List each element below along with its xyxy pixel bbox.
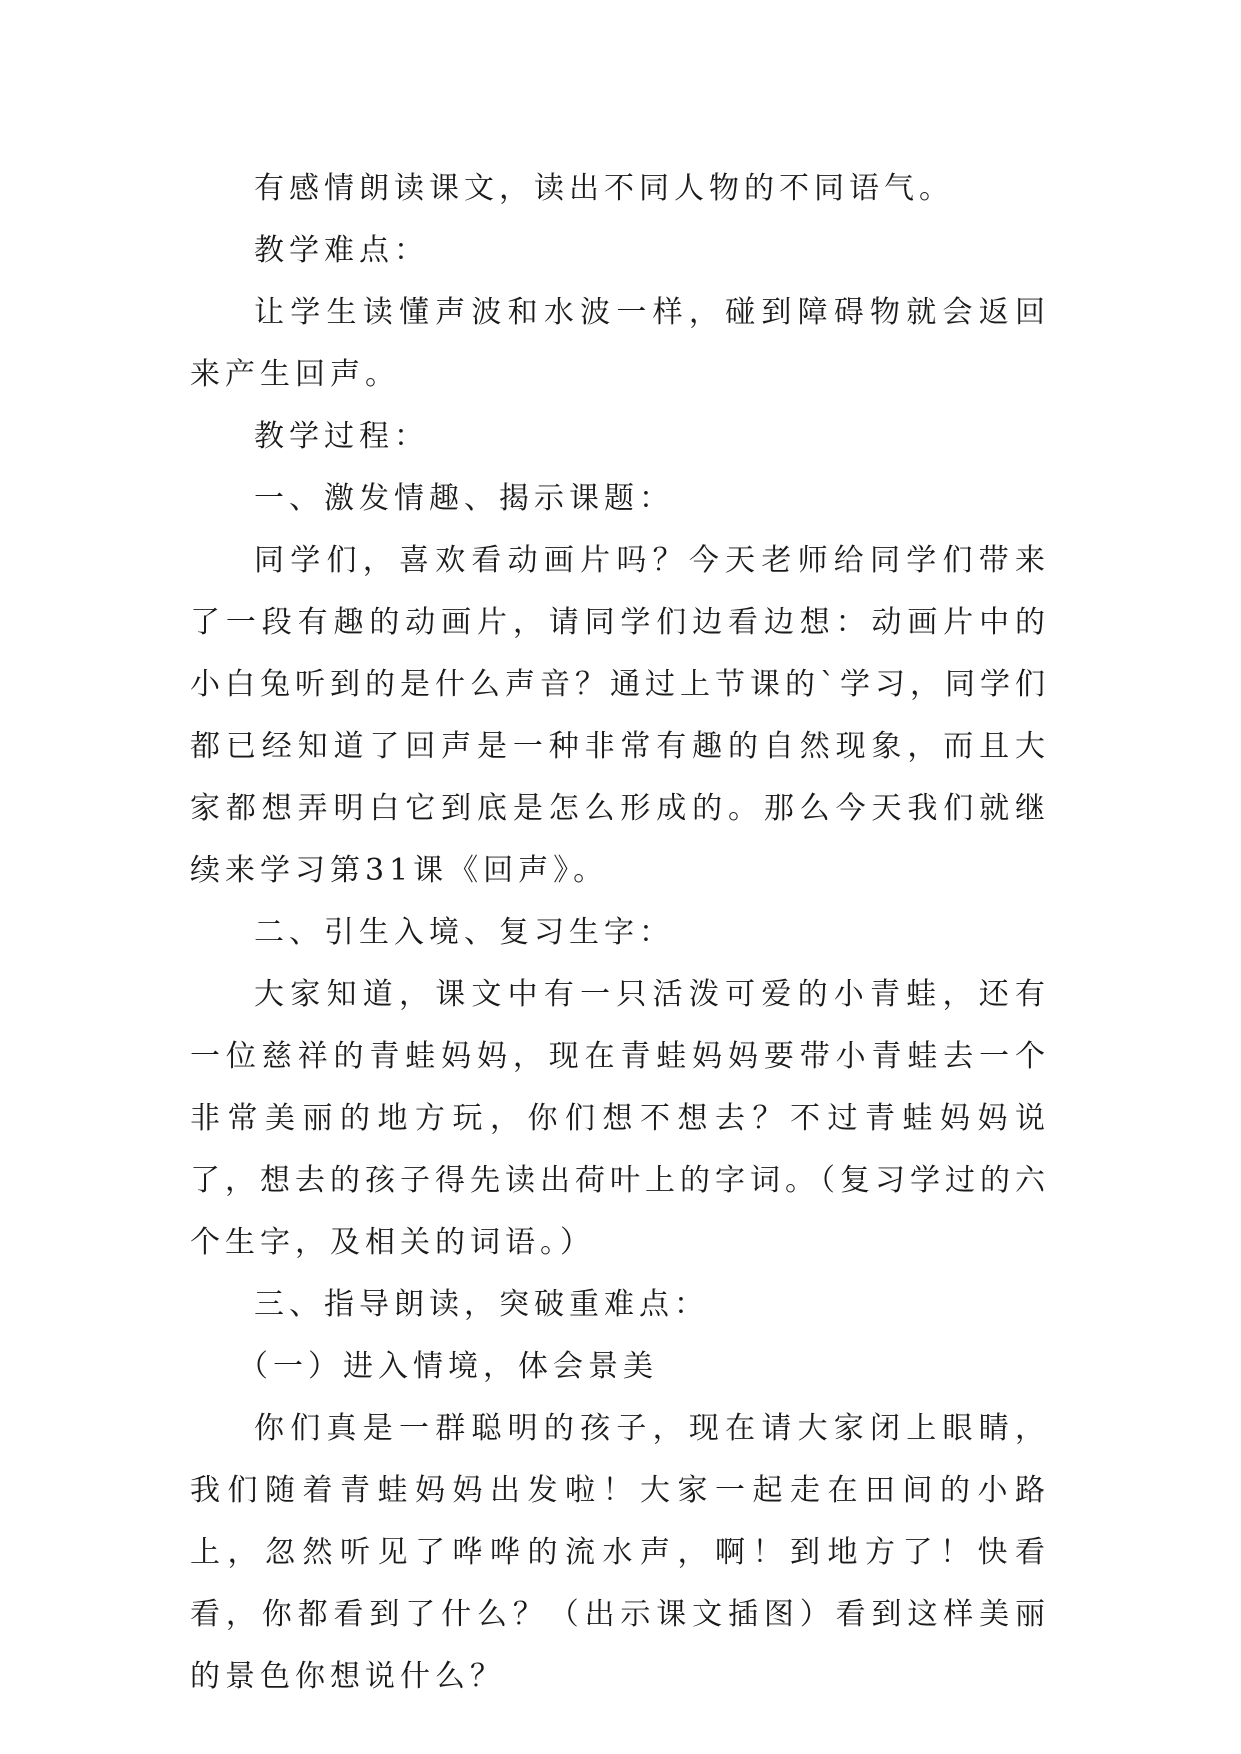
paragraph-step-two-review: 大家知道，课文中有一只活泼可爱的小青蛙，还有一位慈祥的青蛙妈妈，现在青蛙妈妈要带小青蛙去一个非常美丽的地方玩，你们想不想去？不过青蛙妈妈说了，想去的孩子得先读出荷叶上的字词。（复习学过的六个生字，及相关的词语。） bbox=[190, 977, 1050, 1260]
paragraph-scene-detail: 你们真是一群聪明的孩子，现在请大家闭上眼睛，我们随着青蛙妈妈出发啦！大家一起走在田间的小路上，忽然听见了哗哗的流水声，啊！到地方了！快看看，你都看到了什么？（出示课文插图）看到这样美丽的景色你想说什么？ bbox=[190, 1411, 1050, 1694]
paragraph-reading-goal: 有感情朗读课文，读出不同人物的不同语气。 bbox=[254, 171, 954, 206]
heading-teaching-difficulty: 教学难点： bbox=[254, 233, 429, 268]
heading-step-two: 二、引生入境、复习生字： bbox=[254, 915, 674, 950]
subheading-scene: （一）进入情境，体会景美 bbox=[238, 1349, 658, 1384]
heading-step-three: 三、指导朗读，突破重难点： bbox=[254, 1287, 709, 1322]
paragraph-step-one-intro: 同学们，喜欢看动画片吗？今天老师给同学们带来了一段有趣的动画片，请同学们边看边想：动画片中的小白兔听到的是什么声音？通过上节课的`学习，同学们都已经知道了回声是一种非常有趣的自然现象，而且大家都想弄明白它到底是怎么形成的。那么今天我们就继续来学习第31课《回声》。 bbox=[190, 543, 1050, 888]
heading-teaching-process: 教学过程： bbox=[254, 419, 429, 454]
document-body bbox=[190, 158, 1050, 1708]
heading-step-one: 一、激发情趣、揭示课题： bbox=[254, 481, 674, 516]
paragraph-difficulty-detail: 让学生读懂声波和水波一样，碰到障碍物就会返回来产生回声。 bbox=[190, 295, 1050, 392]
